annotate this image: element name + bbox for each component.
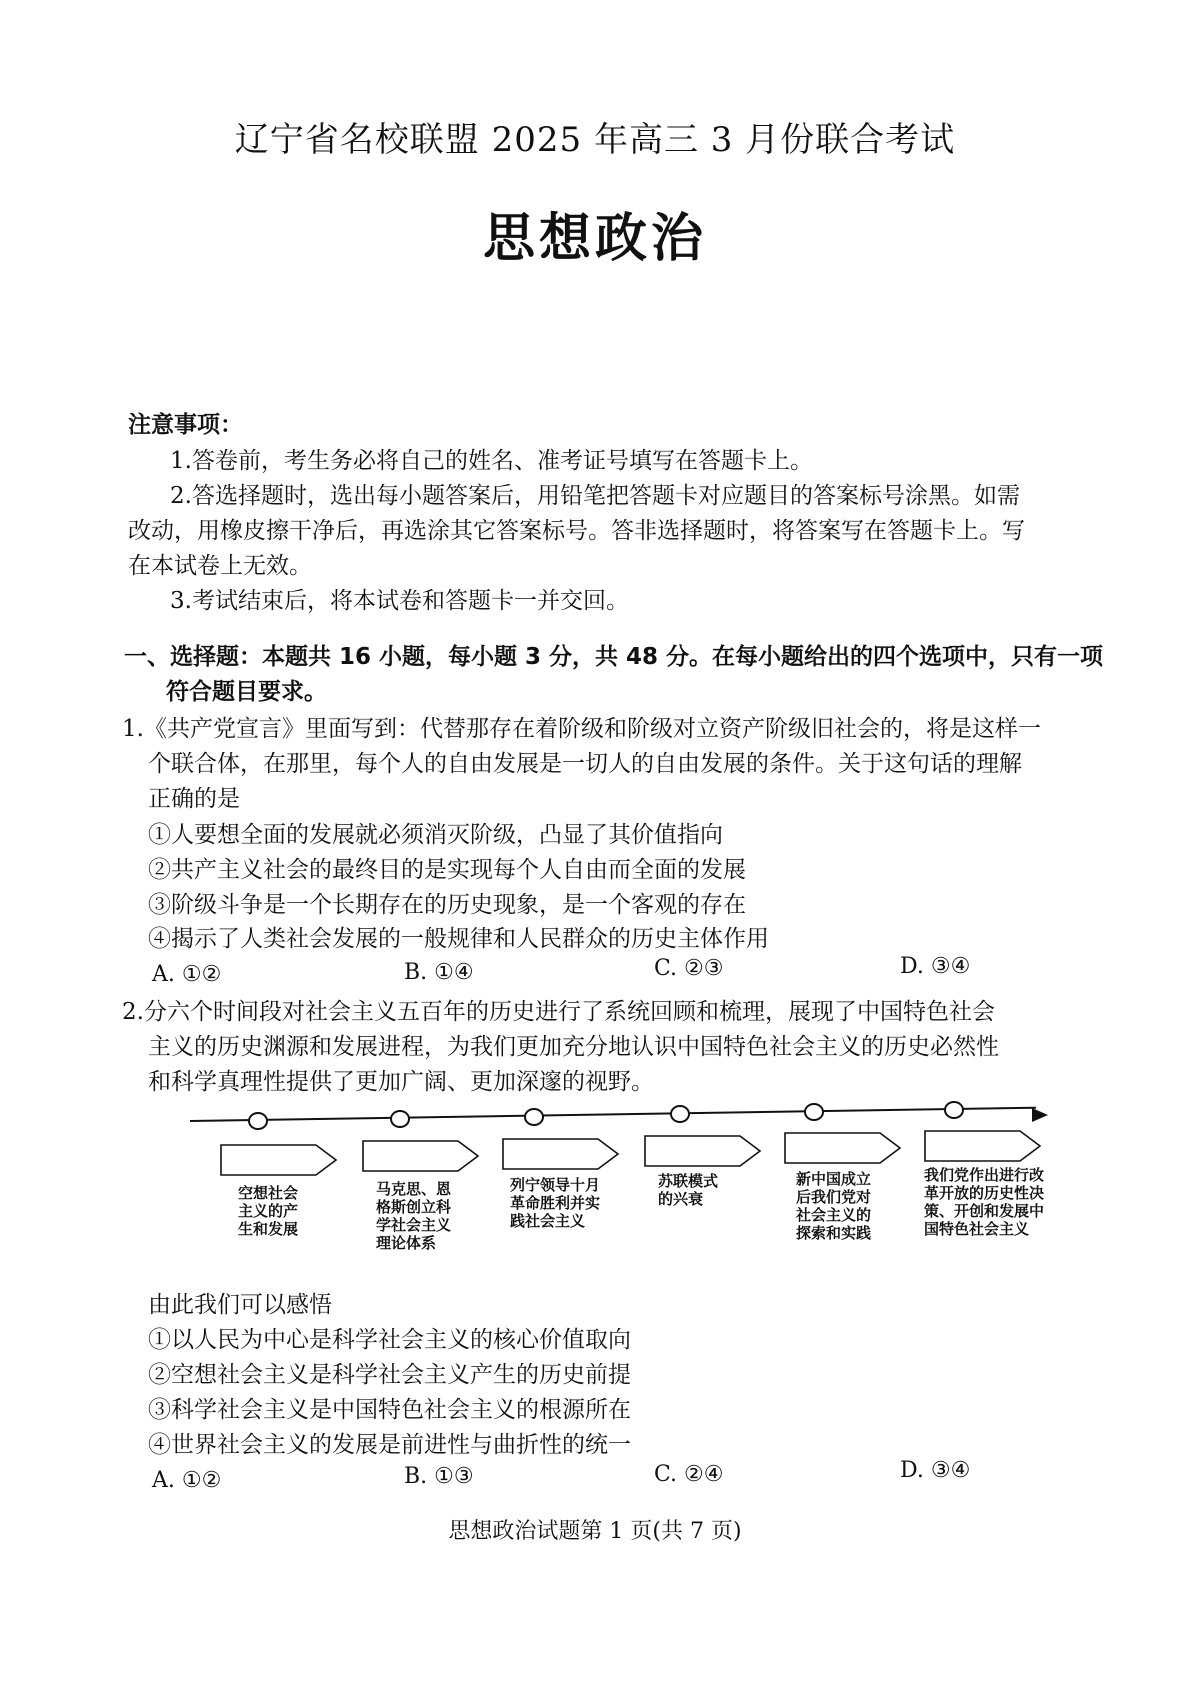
q2-statement-3: ③科学社会主义是中国特色社会主义的根源所在 xyxy=(148,1397,631,1423)
q2-statement-2: ②空想社会主义是科学社会主义产生的历史前提 xyxy=(148,1362,631,1388)
timeline-label-3: 列宁领导十月革命胜利并实践社会主义 xyxy=(510,1176,601,1230)
q1-option-d: D. ③④ xyxy=(900,954,971,979)
timeline-label-4: 苏联模式的兴衰 xyxy=(658,1172,719,1208)
q2-option-b: B. ①③ xyxy=(404,1464,474,1489)
timeline-node-1 xyxy=(248,1112,268,1130)
timeline-label-6: 我们党作出进行改革开放的历史性决策、开创和发展中国特色社会主义 xyxy=(924,1166,1045,1238)
timeline-node-3 xyxy=(524,1108,544,1126)
q1-statement-2: ②共产主义社会的最终目的是实现每个人自由而全面的发展 xyxy=(148,857,746,883)
section-heading-line-1: 一、选择题：本题共 16 小题，每小题 3 分，共 48 分。在每小题给出的四个选项中，只有一项 xyxy=(124,644,1104,670)
timeline-label-5: 新中国成立后我们党对社会主义的探索和实践 xyxy=(796,1170,872,1242)
notice-item-2-line-1: 2.答选择题时，选出每小题答案后，用铅笔把答题卡对应题目的答案标号涂黑。如需 xyxy=(170,483,1020,509)
timeline-box-6 xyxy=(924,1130,1042,1162)
timeline-label-1: 空想社会主义的产生和发展 xyxy=(238,1184,299,1238)
timeline-box-5 xyxy=(784,1132,902,1164)
timeline-box-4 xyxy=(644,1135,762,1167)
timeline-box-1 xyxy=(220,1144,338,1176)
history-timeline xyxy=(190,1098,1060,1278)
timeline-arrow-head xyxy=(1032,1108,1048,1122)
notice-item-1: 1.答卷前，考生务必将自己的姓名、准考证号填写在答题卡上。 xyxy=(170,448,813,474)
timeline-axis xyxy=(190,1107,1036,1122)
q1-stem-line-2: 个联合体，在那里，每个人的自由发展是一切人的自由发展的条件。关于这句话的理解 xyxy=(148,751,1022,777)
timeline-label-2: 马克思、恩格斯创立科学社会主义理论体系 xyxy=(376,1180,452,1252)
timeline-node-4 xyxy=(670,1105,690,1123)
notice-heading: 注意事项： xyxy=(128,412,243,438)
q2-statement-1: ①以人民为中心是科学社会主义的核心价值取向 xyxy=(148,1327,631,1353)
notice-item-2-line-2: 改动，用橡皮擦干净后，再选涂其它答案标号。答非选择题时，将答案写在答题卡上。写 xyxy=(128,518,1025,544)
exam-title: 辽宁省名校联盟 2025 年高三 3 月份联合考试 xyxy=(234,120,956,160)
q2-stem-line-3: 和科学真理性提供了更加广阔、更加深邃的视野。 xyxy=(148,1069,654,1095)
timeline-node-6 xyxy=(944,1101,964,1119)
subject-title: 思想政治 xyxy=(482,209,707,269)
q1-option-b: B. ①④ xyxy=(404,960,474,985)
q1-stem-line-3: 正确的是 xyxy=(148,786,240,812)
section-heading-line-2: 符合题目要求。 xyxy=(166,679,327,705)
notice-item-2-line-3: 在本试卷上无效。 xyxy=(128,553,312,579)
timeline-box-2 xyxy=(362,1140,480,1172)
timeline-node-2 xyxy=(390,1110,410,1128)
q2-stem-line-1: 2.分六个时间段对社会主义五百年的历史进行了系统回顾和梳理，展现了中国特色社会 xyxy=(122,999,995,1025)
q1-statement-3: ③阶级斗争是一个长期存在的历史现象，是一个客观的存在 xyxy=(148,892,746,918)
q1-statement-4: ④揭示了人类社会发展的一般规律和人民群众的历史主体作用 xyxy=(148,926,769,952)
q2-option-c: C. ②④ xyxy=(654,1462,724,1487)
q2-lead: 由此我们可以感悟 xyxy=(148,1292,332,1318)
q2-statement-4: ④世界社会主义的发展是前进性与曲折性的统一 xyxy=(148,1432,631,1458)
q1-statement-1: ①人要想全面的发展就必须消灭阶级，凸显了其价值指向 xyxy=(148,822,723,848)
q1-option-a: A. ①② xyxy=(152,962,222,987)
notice-item-3: 3.考试结束后，将本试卷和答题卡一并交回。 xyxy=(170,588,629,614)
page-footer: 思想政治试题第 1 页(共 7 页) xyxy=(448,1519,742,1544)
q2-stem-line-2: 主义的历史渊源和发展进程，为我们更加充分地认识中国特色社会主义的历史必然性 xyxy=(148,1034,999,1060)
q1-stem-line-1: 1.《共产党宣言》里面写到：代替那存在着阶级和阶级对立资产阶级旧社会的，将是这样一 xyxy=(122,716,1041,742)
timeline-node-5 xyxy=(804,1103,824,1121)
q1-option-c: C. ②③ xyxy=(654,956,724,981)
q2-option-d: D. ③④ xyxy=(900,1458,971,1483)
timeline-box-3 xyxy=(502,1138,620,1170)
q2-option-a: A. ①② xyxy=(152,1468,222,1493)
